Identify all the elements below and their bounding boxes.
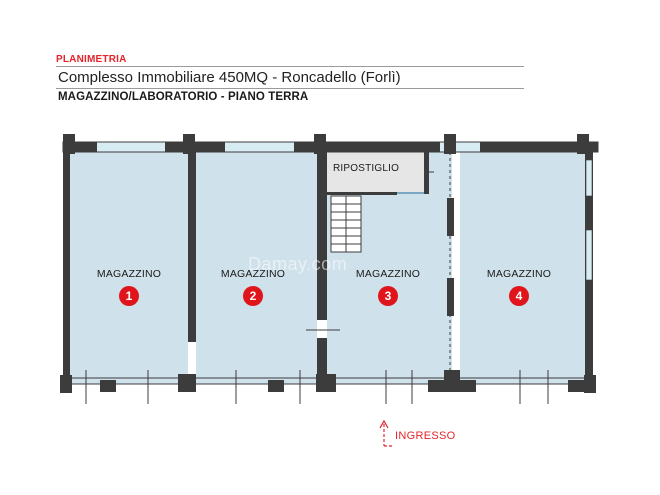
partition-wall-2-low [317,338,327,378]
plan-subtitle: MAGAZZINO/LABORATORIO - PIANO TERRA [58,91,309,103]
bottom-pillar [568,380,584,392]
partition-wall-2 [317,152,327,320]
bottom-pillar [316,374,336,392]
storage-wall [424,152,429,194]
storage-label: RIPOSTIGLIO [333,163,400,174]
entrance-label: INGRESSO [395,430,456,442]
bottom-pillar [100,380,116,392]
pillar [314,134,326,154]
room-3-number: 3 [378,286,398,306]
pillar [63,134,75,154]
watermark: Damay.com [248,254,348,274]
left-wall [63,142,70,382]
bottom-pillar [444,370,460,392]
room-1-number: 1 [119,286,139,306]
bottom-pillar [460,380,476,392]
bottom-corner [584,375,596,393]
room-4-floor [460,150,585,378]
room-1-label: MAGAZZINO [96,268,162,280]
pillar [183,134,195,154]
bottom-corner [60,375,72,393]
storage-wall [327,192,397,195]
room-4-label: MAGAZZINO [486,268,552,280]
pillar [444,134,456,154]
room-1-floor [70,150,188,378]
plan-title: Complesso Immobiliare 450MQ - Roncadello (Forlì) [58,69,401,86]
bottom-pillar [178,374,196,392]
right-window [586,230,592,280]
room-4-number: 4 [509,286,529,306]
room-2-label: MAGAZZINO [220,268,286,280]
plan-kicker: PLANIMETRIA [56,54,127,65]
room-3-label: MAGAZZINO [355,268,421,280]
partition-wall-1 [188,152,196,342]
stairs [331,196,361,252]
room-2-number: 2 [243,286,263,306]
bottom-pillar [428,380,444,392]
right-window [586,160,592,196]
pillar [577,134,589,154]
entrance-arrow [380,421,392,446]
bottom-pillar [268,380,284,392]
